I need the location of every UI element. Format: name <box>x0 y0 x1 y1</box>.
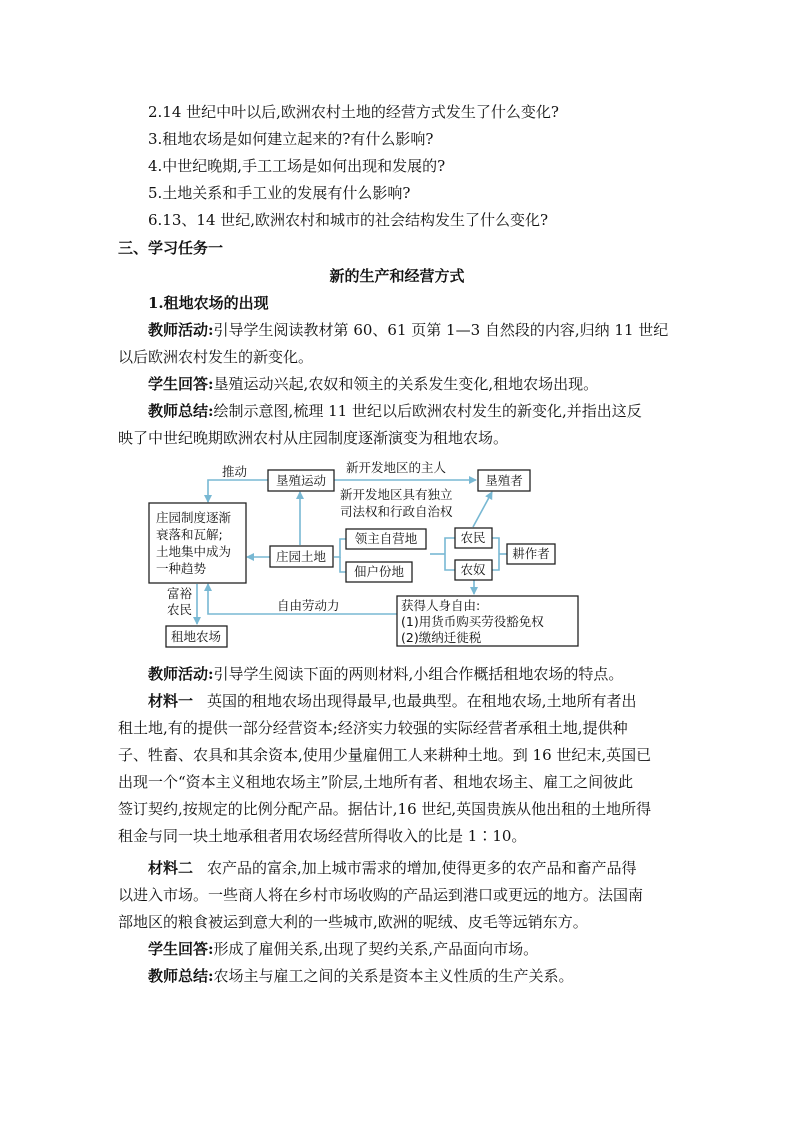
text-manor-line-1: 庄园制度逐渐 <box>156 510 232 525</box>
material-2-line-2: 以进入市场。一些商人将在乡村市场收购的产品运到港口或更远的地方。法国南 <box>118 886 644 904</box>
material-1-line-1: 英国的租地农场出现得最早,也最典型。在租地农场,土地所有者出 <box>207 692 637 710</box>
teacher-summary-label: 教师总结: <box>148 402 214 420</box>
student-answer-text: 垦殖运动兴起,农奴和领主的关系发生变化,租地农场出现。 <box>213 375 599 393</box>
material-1-first <box>148 691 637 711</box>
student-answer-2 <box>148 939 538 959</box>
material-1-line-6: 租金与同一块土地承租者用农场经营所得收入的比是 1∶10。 <box>118 827 527 845</box>
text-lord-land: 领主自营地 <box>354 531 418 546</box>
material-2-line-3: 部地区的粮食被运到意大利的一些城市,欧洲的呢绒、皮毛等远销东方。 <box>118 913 588 931</box>
student-answer-2-label: 学生回答: <box>148 940 214 958</box>
material-2-first <box>148 858 637 878</box>
question-5: 5.土地关系和手工业的发展有什么影响? <box>148 184 411 202</box>
teacher-summary-1-cont: 映了中世纪晚期欧洲农村从庄园制度逐渐演变为租地农场。 <box>118 429 509 447</box>
text-reclaimer: 垦殖者 <box>485 473 523 488</box>
text-freedom-line-3: (2)缴纳迁徙税 <box>401 630 482 645</box>
material-2-line-1: 农产品的富余,加上城市需求的增加,使得更多的农产品和畜产品得 <box>207 859 637 877</box>
text-manor-line-4: 一种趋势 <box>156 561 207 576</box>
text-manor-line-3: 土地集中成为 <box>156 544 232 559</box>
text-cultivator: 耕作者 <box>512 546 550 561</box>
text-freedom-line-2: (1)用货币购买劳役豁免权 <box>401 614 544 629</box>
teacher-summary-2-label: 教师总结: <box>148 967 214 985</box>
teacher-activity-label: 教师活动: <box>148 321 214 339</box>
label-autonomy-2: 司法权和行政自治权 <box>340 504 453 519</box>
question-4: 4.中世纪晚期,手工工场是如何出现和发展的? <box>148 157 446 175</box>
text-serf: 农奴 <box>460 562 486 577</box>
arrow-push <box>208 480 268 502</box>
teacher-activity-text: 引导学生阅读教材第 60、61 页第 1—3 自然段的内容,归纳 11 世纪 <box>213 321 669 339</box>
teacher-summary-2 <box>148 966 574 986</box>
arrow-peasant-to-reclaimer <box>473 492 492 527</box>
question-6: 6.13、14 世纪,欧洲农村和城市的社会结构发生了什么变化? <box>148 211 549 229</box>
label-new-master: 新开发地区的主人 <box>346 460 447 475</box>
text-manor-line-2: 衰落和瓦解; <box>156 527 223 542</box>
teacher-summary-text: 绘制示意图,梳理 11 世纪以后欧洲农村发生的新变化,并指出这反 <box>213 402 642 420</box>
material-1-line-5: 签订契约,按规定的比例分配产品。据估计,16 世纪,英国贵族从他出租的土地所得 <box>118 800 652 818</box>
material-1-label: 材料一 <box>148 692 194 710</box>
material-2-label: 材料二 <box>148 859 194 877</box>
teacher-activity-2-label: 教师活动: <box>148 665 214 683</box>
material-1-line-4: 出现一个“资本主义租地农场主”阶层,土地所有者、租地农场主、雇工之间彼此 <box>118 773 634 791</box>
teacher-activity-2 <box>148 664 623 684</box>
text-rental-farm: 租地农场 <box>170 629 222 644</box>
text-tenant-land: 佃户份地 <box>353 564 405 579</box>
text-freedom-line-1: 获得人身自由: <box>401 598 481 613</box>
center-title: 新的生产和经营方式 <box>329 267 465 285</box>
question-2: 2.14 世纪中叶以后,欧洲农村土地的经营方式发生了什么变化? <box>148 103 559 121</box>
label-rich-1: 富裕 <box>167 586 193 601</box>
text-manor-land: 庄园土地 <box>275 549 327 564</box>
arrow-to-tenant-land <box>340 557 346 572</box>
material-1-line-3: 子、牲畜、农具和其余资本,使用少量雇佣工人来耕种土地。到 16 世纪末,英国已 <box>118 746 652 764</box>
label-rich-2: 农民 <box>167 602 193 617</box>
label-push: 推动 <box>222 464 248 479</box>
label-autonomy-1: 新开发地区具有独立 <box>340 487 453 502</box>
section-heading: 三、学习任务一 <box>118 239 224 257</box>
teacher-summary-2-text: 农场主与雇工之间的关系是资本主义性质的生产关系。 <box>213 967 574 985</box>
teacher-activity-1-cont: 以后欧洲农村发生的新变化。 <box>118 348 314 366</box>
text-reclamation-movement: 垦殖运动 <box>275 473 327 488</box>
sub-heading: 1.租地农场的出现 <box>148 294 269 312</box>
student-answer-2-text: 形成了雇佣关系,出现了契约关系,产品面向市场。 <box>213 940 539 958</box>
arrow-to-lord-land <box>334 539 346 557</box>
teacher-activity-2-text: 引导学生阅读下面的两则材料,小组合作概括租地农场的特点。 <box>213 665 624 683</box>
label-free-labor: 自由劳动力 <box>277 598 340 613</box>
text-peasant: 农民 <box>460 530 486 545</box>
bracket-peasant-serf <box>445 538 455 570</box>
question-3: 3.租地农场是如何建立起来的?有什么影响? <box>148 130 434 148</box>
student-answer-label: 学生回答: <box>148 375 214 393</box>
bracket-cultivator <box>492 538 499 570</box>
material-1-line-2: 租土地,有的提供一部分经营资本;经济实力较强的实际经营者承租土地,提供种 <box>118 719 628 737</box>
